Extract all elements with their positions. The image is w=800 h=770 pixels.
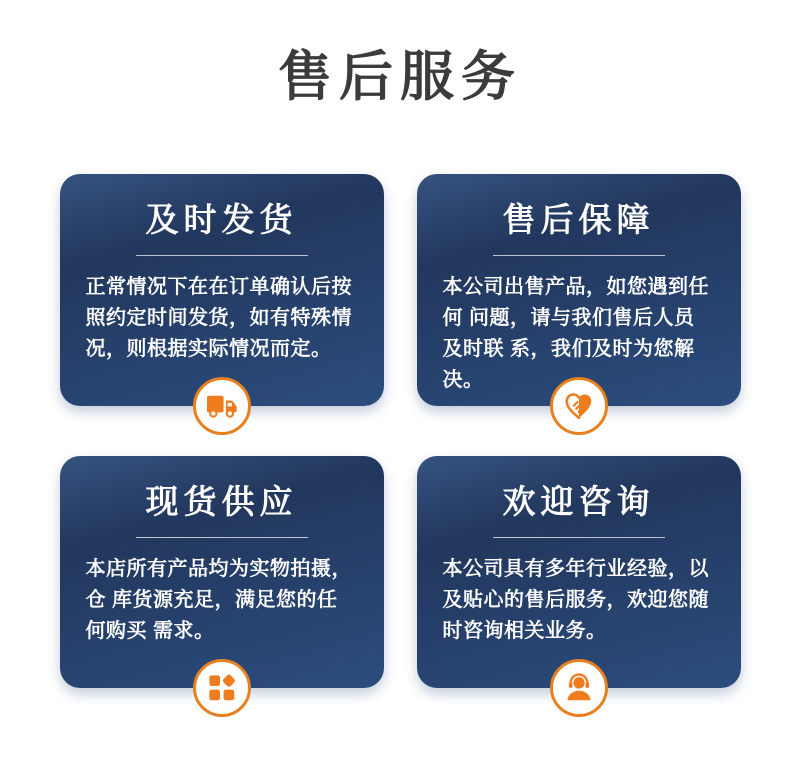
card-in-stock-supply xyxy=(60,456,384,688)
handshake-icon xyxy=(550,377,608,435)
card-body: 本公司具有多年行业经验，以及贴心的售后服务，欢迎您随时咨询相关业务。 xyxy=(442,558,709,643)
card-timely-shipping xyxy=(60,174,384,406)
card-body: 本店所有产品均为实物拍摄，仓 库货源充足，满足您的任何购买 需求。 xyxy=(85,558,352,643)
card-title: 及时发货 xyxy=(145,200,298,238)
divider xyxy=(493,537,665,538)
support-icon xyxy=(550,659,608,717)
card-title: 售后保障 xyxy=(502,200,655,238)
divider xyxy=(136,255,308,256)
card-title: 现货供应 xyxy=(145,482,298,520)
truck-icon xyxy=(193,377,251,435)
card-body: 本公司出售产品，如您遇到任何 问题，请与我们售后人员及时联 系，我们及时为您解决。 xyxy=(442,276,709,392)
card-after-sales-guarantee xyxy=(417,174,741,406)
divider xyxy=(493,255,665,256)
card-body: 正常情况下在在订单确认后按照约定时间发货，如有特殊情况，则根据实际情况而定。 xyxy=(85,276,352,361)
card-title: 欢迎咨询 xyxy=(502,482,655,520)
category-icon xyxy=(193,659,251,717)
service-cards-grid xyxy=(0,174,800,688)
card-welcome-inquiry xyxy=(417,456,741,688)
divider xyxy=(136,537,308,538)
page-title: 售后服务 xyxy=(278,47,522,107)
